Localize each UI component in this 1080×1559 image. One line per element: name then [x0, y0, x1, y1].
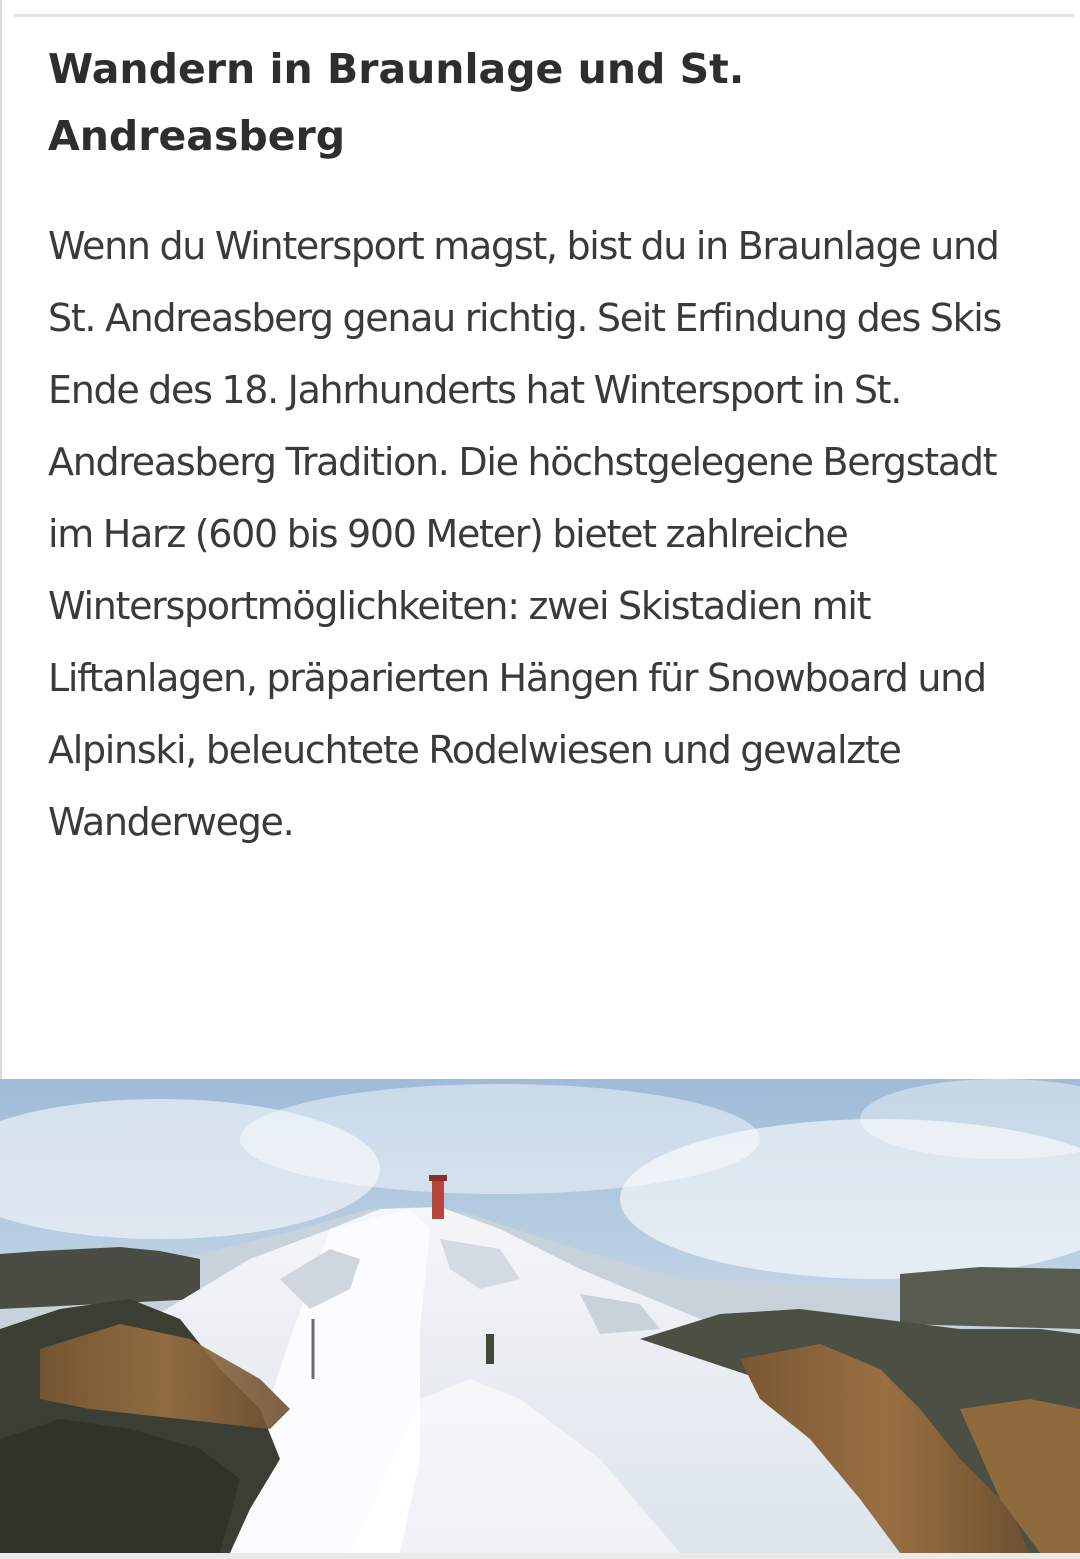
top-divider — [14, 14, 1074, 17]
bottom-divider — [0, 1553, 1080, 1559]
ski-slope-photo — [0, 1079, 1080, 1553]
article-title: Wandern in Braunlage und St. Andreasberg — [48, 45, 745, 160]
article-body: Wenn du Wintersport magst, bist du in Braunlage und St. Andreasberg genau richtig. Seit Erfindung des Skis Ende des 18. Jahrhunderts hat Wintersport in St. Andreasberg Tradition. Die höchstgelegene Bergstadt im Harz (600 bis 900 Meter) bietet zahlreiche Wintersportmöglichkeiten: zwei Skistadien mit Liftanlagen, präparierten Hängen für Snowboard und Alpinski, beleuchtete Rodelwiesen und gewalzte Wanderwege. — [48, 224, 1002, 844]
page-left-border — [0, 0, 2, 1080]
